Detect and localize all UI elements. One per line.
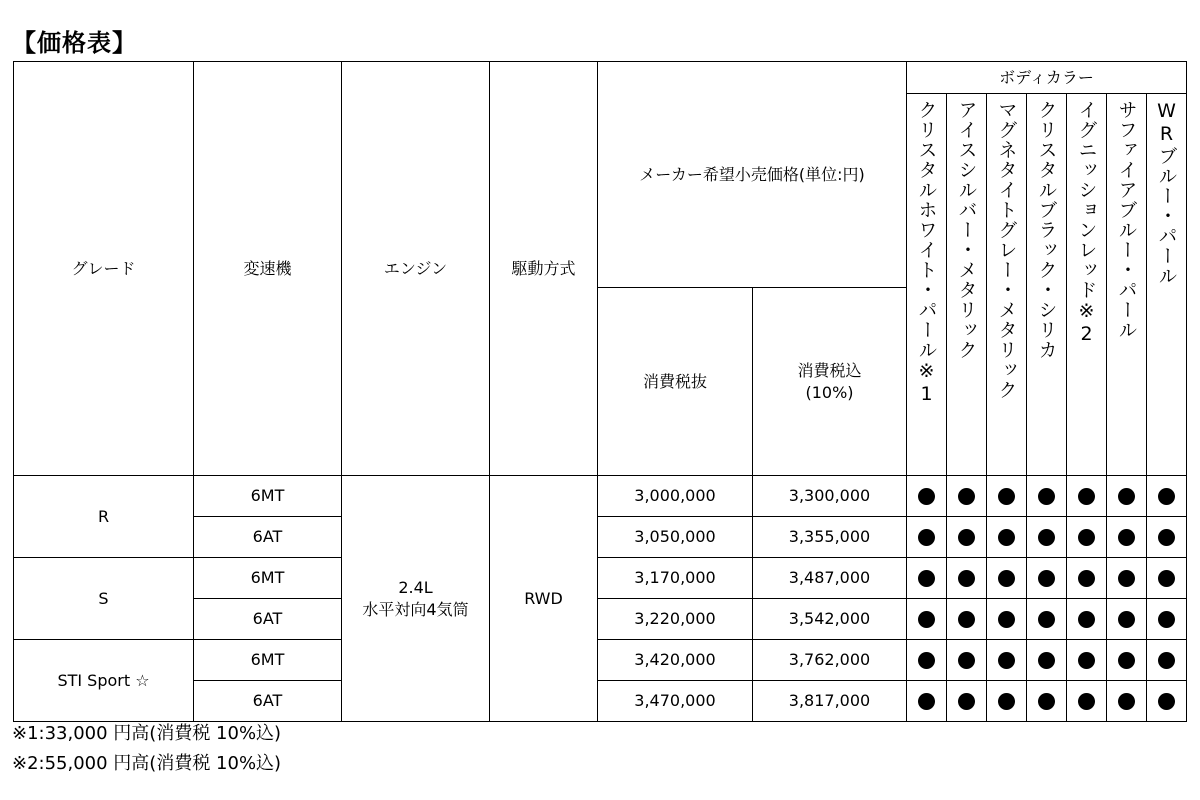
availability-cell [987,517,1027,558]
availability-cell [907,476,947,517]
availability-dot-icon [1158,570,1175,587]
availability-dot-icon [1118,693,1135,710]
availability-dot-icon [958,652,975,669]
price-incl-cell: 3,487,000 [753,558,907,599]
price-excl-cell: 3,050,000 [598,517,753,558]
availability-dot-icon [1078,652,1095,669]
color-name: マグネタイトグレー・メタリック [995,100,1018,400]
color-header-wr-blue [1147,94,1187,476]
price-excl-cell: 3,000,000 [598,476,753,517]
price-excl-cell: 3,220,000 [598,599,753,640]
price-table [13,61,1187,722]
availability-cell [1067,599,1107,640]
footnote-1: ※1:33,000 円高(消費税 10%込) [12,723,282,744]
color-name: クリスタルブラック・シリカ [1035,100,1058,360]
price-incl-cell: 3,817,000 [753,681,907,722]
availability-dot-icon [1078,693,1095,710]
availability-cell [1147,599,1187,640]
availability-dot-icon [1038,488,1055,505]
availability-cell [947,681,987,722]
availability-cell [1107,681,1147,722]
availability-dot-icon [1158,693,1175,710]
color-header-sapphire-blue [1107,94,1147,476]
availability-cell [947,476,987,517]
color-name: クリスタルホワイト・パール※1 [915,100,938,406]
availability-cell [1107,558,1147,599]
availability-cell [1147,558,1187,599]
availability-dot-icon [1158,652,1175,669]
availability-dot-icon [1038,529,1055,546]
availability-dot-icon [1118,488,1135,505]
availability-dot-icon [918,611,935,628]
footnote-2: ※2:55,000 円高(消費税 10%込) [12,753,282,774]
availability-dot-icon [958,611,975,628]
header-price-group: メーカー希望小売価格(単位:円) [598,62,907,288]
price-incl-cell: 3,542,000 [753,599,907,640]
price-excl-cell: 3,420,000 [598,640,753,681]
availability-cell [1067,558,1107,599]
availability-cell [1027,558,1067,599]
color-name: アイスシルバー・メタリック [955,100,978,360]
price-incl-cell: 3,762,000 [753,640,907,681]
availability-cell [1027,599,1067,640]
availability-cell [947,517,987,558]
availability-dot-icon [1158,488,1175,505]
color-header-crystal-white [907,94,947,476]
color-name: WRブルー・パール [1155,100,1178,286]
availability-dot-icon [918,652,935,669]
availability-cell [1147,681,1187,722]
header-drive: 駆動方式 [490,62,598,476]
availability-cell [1147,517,1187,558]
engine-line1: 2.4L [398,577,433,597]
price-incl-cell: 3,355,000 [753,517,907,558]
availability-dot-icon [918,693,935,710]
availability-dot-icon [1038,570,1055,587]
availability-cell [907,681,947,722]
transmission-cell: 6AT [194,681,342,722]
availability-cell [1027,517,1067,558]
color-name: イグニッションレッド※2 [1075,100,1098,346]
availability-cell [947,640,987,681]
header-transmission: 変速機 [194,62,342,476]
availability-dot-icon [1118,529,1135,546]
availability-dot-icon [918,570,935,587]
availability-dot-icon [958,529,975,546]
availability-dot-icon [1078,570,1095,587]
availability-cell [987,558,1027,599]
availability-cell [1147,640,1187,681]
header-body-color: ボディカラー [907,62,1187,94]
transmission-cell: 6MT [194,476,342,517]
color-header-ice-silver [947,94,987,476]
availability-cell [1107,476,1147,517]
transmission-cell: 6AT [194,517,342,558]
availability-cell [987,599,1027,640]
availability-cell [1027,640,1067,681]
engine-line2: 水平対向4気筒 [362,599,469,619]
availability-dot-icon [1158,529,1175,546]
availability-dot-icon [1118,570,1135,587]
availability-cell [907,558,947,599]
availability-dot-icon [1078,529,1095,546]
color-header-magnetite-gray [987,94,1027,476]
availability-dot-icon [998,611,1015,628]
price-incl-cell: 3,300,000 [753,476,907,517]
availability-cell [907,640,947,681]
grade-cell: R [14,476,194,558]
availability-dot-icon [918,529,935,546]
availability-dot-icon [998,652,1015,669]
availability-dot-icon [1118,611,1135,628]
engine-label [362,577,468,621]
availability-cell [1067,640,1107,681]
availability-dot-icon [918,488,935,505]
availability-cell [1147,476,1187,517]
availability-cell [1067,517,1107,558]
transmission-cell: 6MT [194,640,342,681]
availability-cell [1067,681,1107,722]
availability-cell [1107,599,1147,640]
color-header-ignition-red [1067,94,1107,476]
availability-dot-icon [998,488,1015,505]
availability-dot-icon [998,693,1015,710]
color-header-crystal-black [1027,94,1067,476]
availability-cell [907,599,947,640]
availability-dot-icon [958,570,975,587]
availability-dot-icon [1078,611,1095,628]
availability-cell [987,476,1027,517]
availability-cell [947,558,987,599]
availability-dot-icon [1158,611,1175,628]
availability-cell [1027,681,1067,722]
transmission-cell: 6MT [194,558,342,599]
availability-cell [987,681,1027,722]
availability-cell [947,599,987,640]
availability-cell [1107,640,1147,681]
table-row [14,640,1187,681]
table-row [14,476,1187,517]
availability-dot-icon [1118,652,1135,669]
header-grade: グレード [14,62,194,476]
document-title: 【価格表】 [12,29,137,57]
availability-dot-icon [958,488,975,505]
availability-dot-icon [1038,693,1055,710]
availability-dot-icon [998,529,1015,546]
transmission-cell: 6AT [194,599,342,640]
drive-cell: RWD [490,476,598,722]
header-price-incl [753,288,907,476]
grade-cell: STI Sport ☆ [14,640,194,722]
price-incl-line1: 消費税込 [797,360,862,380]
price-excl-cell: 3,470,000 [598,681,753,722]
header-row-top [14,62,1187,94]
header-price-excl: 消費税抜 [598,288,753,476]
availability-dot-icon [998,570,1015,587]
grade-cell: S [14,558,194,640]
availability-cell [1027,476,1067,517]
price-incl-line2: (10%) [805,382,854,402]
header-engine: エンジン [342,62,490,476]
availability-dot-icon [958,693,975,710]
availability-dot-icon [1038,611,1055,628]
availability-cell [987,640,1027,681]
availability-cell [1107,517,1147,558]
color-name: サファイアブルー・パール [1115,100,1138,340]
availability-dot-icon [1078,488,1095,505]
table-row [14,558,1187,599]
availability-cell [1067,476,1107,517]
engine-cell [342,476,490,722]
price-incl-label [797,360,861,404]
availability-dot-icon [1038,652,1055,669]
price-excl-cell: 3,170,000 [598,558,753,599]
availability-cell [907,517,947,558]
